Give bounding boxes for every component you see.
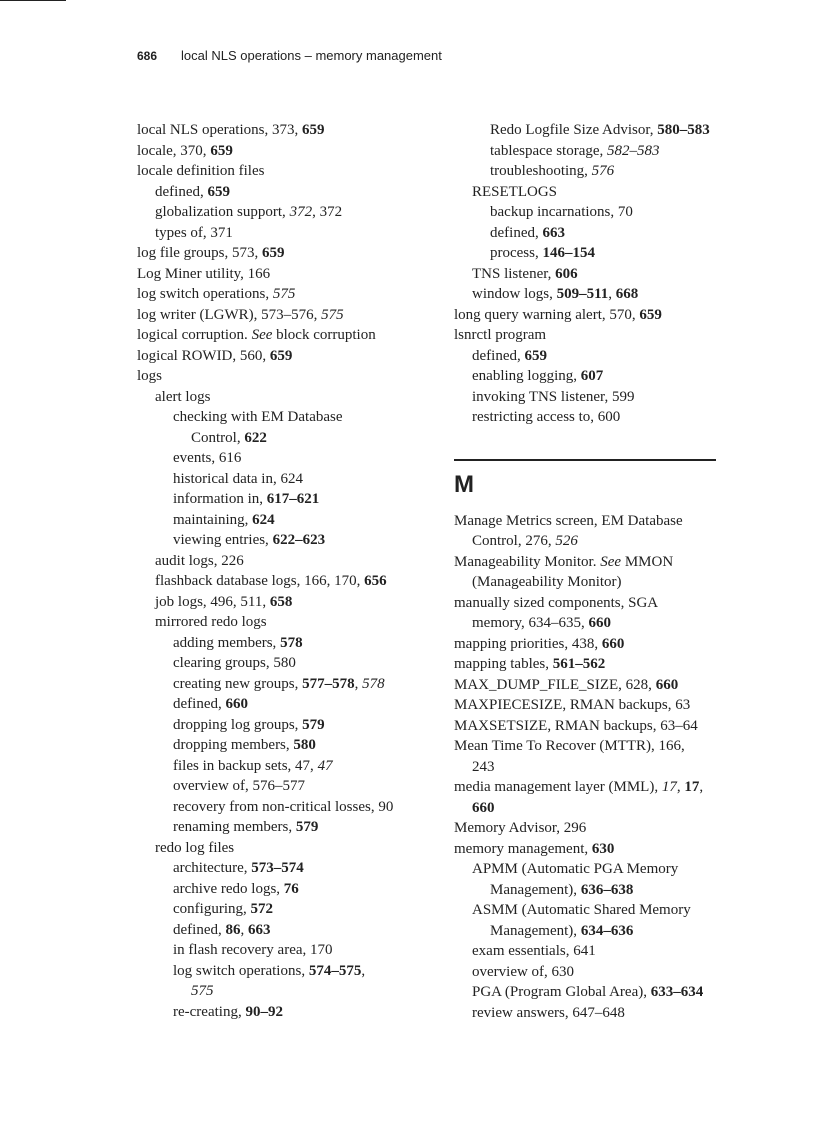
index-entry bbox=[137, 735, 437, 756]
index-entry bbox=[137, 674, 437, 695]
index-entry-text: globalization support, bbox=[155, 204, 290, 220]
index-entry-text: TNS listener, bbox=[472, 265, 556, 282]
index-entry bbox=[137, 469, 437, 490]
index-entry-text: 577–578 bbox=[302, 675, 355, 692]
index-entry-text: mapping tables, bbox=[454, 656, 553, 672]
index-entry-text: checking with EM Database bbox=[173, 409, 343, 425]
page-number: 686 bbox=[137, 49, 158, 63]
index-entry bbox=[137, 387, 437, 408]
index-entry-text: mirrored redo logs bbox=[155, 614, 267, 630]
index-entry bbox=[137, 161, 437, 182]
index-entry-text: 663 bbox=[247, 921, 271, 938]
index-entry-text: 659 bbox=[210, 142, 233, 159]
index-entry bbox=[454, 941, 754, 962]
index-entry bbox=[454, 634, 754, 655]
index-entry bbox=[137, 346, 437, 367]
index-entry-text: archive redo logs, bbox=[173, 880, 284, 897]
index-entry bbox=[454, 264, 754, 285]
index-entry bbox=[454, 407, 754, 428]
index-entry bbox=[454, 572, 754, 593]
index-entry-text: audit logs, 226 bbox=[155, 552, 244, 569]
index-entry-text: MMON bbox=[621, 553, 674, 570]
index-entry-text: mapping priorities, 438, bbox=[454, 635, 602, 652]
index-entry-text: overview of, 630 bbox=[472, 963, 575, 980]
index-entry bbox=[137, 653, 437, 674]
index-entry bbox=[137, 633, 437, 654]
index-entry bbox=[137, 899, 437, 920]
index-entry-text: 561–562 bbox=[552, 656, 606, 672]
index-entry bbox=[137, 858, 437, 879]
index-entry-text: adding members, bbox=[173, 634, 281, 651]
index-entry bbox=[137, 694, 437, 715]
index-entry-text: 47 bbox=[317, 757, 333, 774]
index-entry-text: defined, bbox=[173, 696, 226, 712]
index-entry-text: Management), bbox=[490, 881, 581, 898]
index-entry-text: MAX_DUMP_FILE_SIZE, 628, bbox=[454, 676, 656, 693]
index-entry bbox=[137, 715, 437, 736]
index-entry bbox=[137, 817, 437, 838]
index-entry bbox=[454, 859, 754, 880]
index-entry-text: 656 bbox=[364, 573, 387, 589]
index-entry bbox=[454, 716, 754, 737]
corner-rule bbox=[0, 0, 66, 1]
index-entry-text: MAXSETSIZE, RMAN backups, 63–64 bbox=[454, 717, 698, 734]
index-entry bbox=[137, 838, 437, 859]
index-entry-text: , bbox=[699, 779, 704, 795]
index-entry bbox=[454, 531, 754, 552]
index-entry bbox=[454, 654, 754, 675]
index-entry bbox=[454, 243, 754, 264]
index-entry bbox=[454, 982, 754, 1003]
index-entry bbox=[454, 511, 754, 532]
index-entry bbox=[137, 797, 437, 818]
index-entry bbox=[137, 141, 437, 162]
index-entry-text: 659 bbox=[301, 122, 325, 138]
index-entry-text: 659 bbox=[639, 306, 662, 323]
index-entry-text: 575 bbox=[321, 306, 344, 323]
index-entry-text: manually sized components, SGA bbox=[454, 594, 659, 611]
index-entry-text: re-creating, bbox=[173, 1003, 246, 1020]
index-entry bbox=[137, 981, 437, 1002]
index-entry-text: 573–574 bbox=[251, 860, 304, 876]
index-entry-text: creating new groups, bbox=[173, 675, 303, 692]
index-entry-text: restricting access to, 600 bbox=[472, 409, 621, 425]
index-entry-text: Manage Metrics screen, EM Database bbox=[454, 512, 683, 529]
index-entry-text: long query warning alert, 570, bbox=[454, 306, 640, 323]
index-entry bbox=[137, 325, 437, 346]
index-entry-text: dropping log groups, bbox=[173, 716, 303, 733]
index-entry bbox=[137, 940, 437, 961]
index-entry-text: locale, 370, bbox=[137, 142, 211, 159]
index-entry-text: window logs, bbox=[472, 286, 557, 302]
index-entry-text: overview of, 576–577 bbox=[173, 778, 306, 794]
index-entry-text: viewing entries, bbox=[173, 532, 273, 548]
index-column-left bbox=[137, 120, 437, 1022]
index-entry-text: exam essentials, 641 bbox=[472, 943, 596, 959]
index-entry bbox=[454, 736, 754, 757]
index-entry bbox=[137, 489, 437, 510]
index-entry-text: invoking TNS listener, 599 bbox=[472, 388, 635, 405]
index-entry bbox=[454, 921, 754, 942]
index-entry-text: lsnrctl program bbox=[454, 327, 547, 343]
index-entry-text: , bbox=[354, 675, 363, 692]
index-entry-text: 243 bbox=[472, 758, 495, 775]
index-entry bbox=[454, 120, 754, 141]
index-entry-text: events, 616 bbox=[173, 450, 242, 466]
index-entry-text: 578 bbox=[280, 634, 303, 651]
index-entry-text: , bbox=[608, 286, 616, 302]
index-entry-text: media management layer (MML), bbox=[454, 779, 662, 795]
index-entry-text: 624 bbox=[252, 511, 275, 528]
index-entry-text: 579 bbox=[295, 819, 319, 835]
index-entry-text: 576 bbox=[591, 163, 615, 179]
index-entry-text: 17 bbox=[661, 779, 677, 795]
index-entry bbox=[454, 1003, 754, 1024]
index-entry bbox=[137, 284, 437, 305]
index-entry-text: 76 bbox=[283, 880, 299, 897]
index-entry-text: Redo Logfile Size Advisor, bbox=[490, 122, 658, 138]
index-entry-text: Management), bbox=[490, 922, 581, 939]
index-entry-text: 659 bbox=[524, 347, 547, 364]
index-entry-text: 526 bbox=[555, 533, 578, 549]
index-entry bbox=[137, 776, 437, 797]
index-entry-text: 660 bbox=[588, 615, 612, 631]
index-entry-text: , 372 bbox=[312, 204, 343, 220]
index-entry-text: 146–154 bbox=[542, 245, 595, 261]
index-entry-text: See bbox=[600, 553, 622, 570]
index-entry-text: 617–621 bbox=[266, 491, 320, 507]
index-entry bbox=[137, 961, 437, 982]
index-entry-text: log switch operations, bbox=[137, 286, 273, 302]
index-entry-text: 658 bbox=[269, 593, 293, 610]
index-entry-text: in flash recovery area, 170 bbox=[173, 942, 333, 958]
index-entry-text: renaming members, bbox=[173, 819, 296, 835]
index-entry-text: ASMM (Automatic Shared Memory bbox=[472, 902, 691, 918]
index-entry-text: log writer (LGWR), 573–576, bbox=[137, 306, 322, 323]
index-entry-text: troubleshooting, bbox=[490, 163, 592, 179]
index-entry bbox=[454, 777, 754, 798]
index-entry-text: 580 bbox=[293, 737, 316, 753]
index-entry bbox=[454, 387, 754, 408]
index-entry-text: 622–623 bbox=[272, 532, 326, 548]
index-entry-text: enabling logging, bbox=[472, 368, 581, 384]
index-entry-text: configuring, bbox=[173, 901, 251, 917]
index-entry-text: APMM (Automatic PGA Memory bbox=[472, 861, 679, 877]
index-entry-text: Memory Advisor, 296 bbox=[454, 820, 587, 836]
index-entry-text: 636–638 bbox=[580, 881, 634, 898]
index-entry-text: logical ROWID, 560, bbox=[137, 347, 270, 364]
index-entry-text: maintaining, bbox=[173, 511, 253, 528]
index-entry bbox=[137, 530, 437, 551]
index-entry bbox=[137, 1002, 437, 1023]
index-entry-text: 659 bbox=[262, 245, 285, 261]
running-head bbox=[137, 48, 442, 63]
index-entry bbox=[454, 880, 754, 901]
index-entry-text: 575 bbox=[191, 983, 214, 999]
index-entry-text: 659 bbox=[207, 183, 230, 200]
index-entry-text: 574–575 bbox=[308, 962, 362, 979]
index-entry-text: historical data in, 624 bbox=[173, 470, 303, 487]
index-entry-text: alert logs bbox=[155, 388, 211, 405]
index-entry-text: 372 bbox=[289, 204, 313, 220]
index-entry bbox=[137, 551, 437, 572]
index-entry bbox=[137, 407, 437, 428]
index-entry-text: dropping members, bbox=[173, 737, 294, 753]
index-entry bbox=[454, 346, 754, 367]
index-entry bbox=[137, 243, 437, 264]
index-entry-text: logs bbox=[137, 368, 163, 384]
index-entry-text: See bbox=[251, 327, 273, 343]
index-entry-text: logical corruption. bbox=[137, 327, 252, 343]
index-entry-text: memory, 634–635, bbox=[472, 615, 589, 631]
index-entry-text: 578 bbox=[362, 675, 385, 692]
index-entry bbox=[137, 592, 437, 613]
index-entry-text: log file groups, 573, bbox=[137, 245, 262, 261]
index-entry-text: information in, bbox=[173, 491, 267, 507]
index-entry-text: 668 bbox=[615, 286, 639, 302]
index-column-right bbox=[454, 120, 754, 1023]
index-entry-text: 17 bbox=[684, 779, 700, 795]
index-entry-text: defined, bbox=[155, 183, 208, 200]
index-entry-text: 86 bbox=[225, 921, 241, 938]
index-entry-text: Log Miner utility, 166 bbox=[137, 265, 271, 282]
index-entry bbox=[454, 284, 754, 305]
index-entry-text: types of, 371 bbox=[155, 224, 233, 241]
index-entry-text: Manageability Monitor. bbox=[454, 553, 601, 570]
running-head-title: local NLS operations – memory management bbox=[181, 48, 442, 63]
index-entry bbox=[454, 182, 754, 203]
index-entry-text: job logs, 496, 511, bbox=[155, 593, 270, 610]
index-entry bbox=[137, 756, 437, 777]
index-entry-text: 579 bbox=[302, 716, 325, 733]
index-entry-text: 660 bbox=[225, 696, 248, 712]
index-entry-text: block corruption bbox=[272, 327, 376, 343]
index-entry bbox=[454, 141, 754, 162]
index-entry bbox=[137, 510, 437, 531]
index-entry-text: (Manageability Monitor) bbox=[472, 574, 622, 590]
index-entry-text: defined, bbox=[490, 224, 543, 241]
index-entry bbox=[137, 612, 437, 633]
index-entry-text: log switch operations, bbox=[173, 962, 309, 979]
index-entry-text: 582–583 bbox=[607, 142, 660, 159]
right-m-entries bbox=[454, 511, 754, 1024]
index-entry bbox=[137, 202, 437, 223]
index-entry bbox=[454, 839, 754, 860]
index-entry-text: Control, 276, bbox=[472, 533, 556, 549]
index-entry-text: files in backup sets, 47, bbox=[173, 757, 318, 774]
index-entry bbox=[454, 593, 754, 614]
index-entry bbox=[137, 305, 437, 326]
index-entry-text: 663 bbox=[542, 224, 565, 241]
index-entry bbox=[454, 552, 754, 573]
index-entry-text: 575 bbox=[272, 286, 296, 302]
index-entry bbox=[137, 120, 437, 141]
index-entry-text: redo log files bbox=[155, 839, 235, 856]
index-entry bbox=[454, 325, 754, 346]
index-entry-text: clearing groups, 580 bbox=[173, 655, 296, 671]
index-entry-text: 660 bbox=[472, 799, 495, 816]
index-entry-text: 660 bbox=[655, 676, 679, 693]
section-letter: M bbox=[454, 470, 474, 498]
index-entry-text: recovery from non-critical losses, 90 bbox=[173, 798, 394, 815]
index-entry bbox=[137, 223, 437, 244]
right-top-entries bbox=[454, 120, 754, 428]
index-entry-text: 659 bbox=[269, 347, 293, 364]
index-entry-text: process, bbox=[490, 245, 543, 261]
index-entry bbox=[137, 879, 437, 900]
index-entry bbox=[137, 428, 437, 449]
index-entry bbox=[454, 757, 754, 778]
index-entry-text: defined, bbox=[472, 347, 525, 364]
index-entry bbox=[454, 695, 754, 716]
index-entry-text: 607 bbox=[580, 368, 604, 384]
index-entry-text: 622 bbox=[244, 429, 267, 446]
index-entry-text: 90–92 bbox=[245, 1003, 283, 1020]
index-entry bbox=[137, 920, 437, 941]
index-entry-text: Mean Time To Recover (MTTR), 166, bbox=[454, 738, 685, 754]
index-entry-text: 633–634 bbox=[650, 984, 704, 1000]
index-entry bbox=[454, 223, 754, 244]
index-entry-text: Control, bbox=[191, 429, 245, 446]
index-entry-text: RESETLOGS bbox=[472, 183, 558, 200]
index-entry bbox=[454, 613, 754, 634]
index-entry-text: backup incarnations, 70 bbox=[490, 204, 633, 220]
index-entry-text: MAXPIECESIZE, RMAN backups, 63 bbox=[454, 697, 691, 713]
index-entry-text: architecture, bbox=[173, 860, 252, 876]
index-entry bbox=[454, 675, 754, 696]
index-entry-text: tablespace storage, bbox=[490, 142, 608, 159]
index-entry-text: 606 bbox=[555, 265, 578, 282]
index-entry bbox=[454, 305, 754, 326]
index-entry bbox=[454, 962, 754, 983]
index-entry-text: defined, bbox=[173, 921, 226, 938]
index-entry bbox=[137, 264, 437, 285]
index-entry bbox=[137, 366, 437, 387]
index-entry-text: 630 bbox=[591, 840, 615, 857]
index-entry bbox=[454, 900, 754, 921]
index-entry bbox=[137, 182, 437, 203]
index-entry-text: , bbox=[676, 779, 685, 795]
index-entry-text: flashback database logs, 166, 170, bbox=[155, 573, 365, 589]
index-entry-text: 509–511 bbox=[556, 286, 609, 302]
index-entry-text: local NLS operations, 373, bbox=[137, 122, 302, 138]
index-entry bbox=[454, 366, 754, 387]
section-divider bbox=[454, 459, 716, 461]
index-entry-text: 580–583 bbox=[657, 122, 710, 138]
index-entry-text: 634–636 bbox=[580, 922, 634, 939]
index-entry bbox=[137, 448, 437, 469]
index-entry-text: PGA (Program Global Area), bbox=[472, 984, 651, 1000]
left-entries bbox=[137, 120, 437, 1022]
index-entry-text: locale definition files bbox=[137, 163, 265, 179]
index-entry-text: , bbox=[240, 921, 248, 938]
index-entry bbox=[454, 161, 754, 182]
index-entry bbox=[454, 202, 754, 223]
index-entry bbox=[454, 798, 754, 819]
index-entry-text: , bbox=[361, 962, 366, 979]
index-entry bbox=[454, 818, 754, 839]
index-entry bbox=[137, 571, 437, 592]
index-entry-text: 660 bbox=[601, 635, 625, 652]
index-entry-text: review answers, 647–648 bbox=[472, 1004, 625, 1021]
index-entry-text: 572 bbox=[250, 901, 273, 917]
index-entry-text: memory management, bbox=[454, 840, 592, 857]
